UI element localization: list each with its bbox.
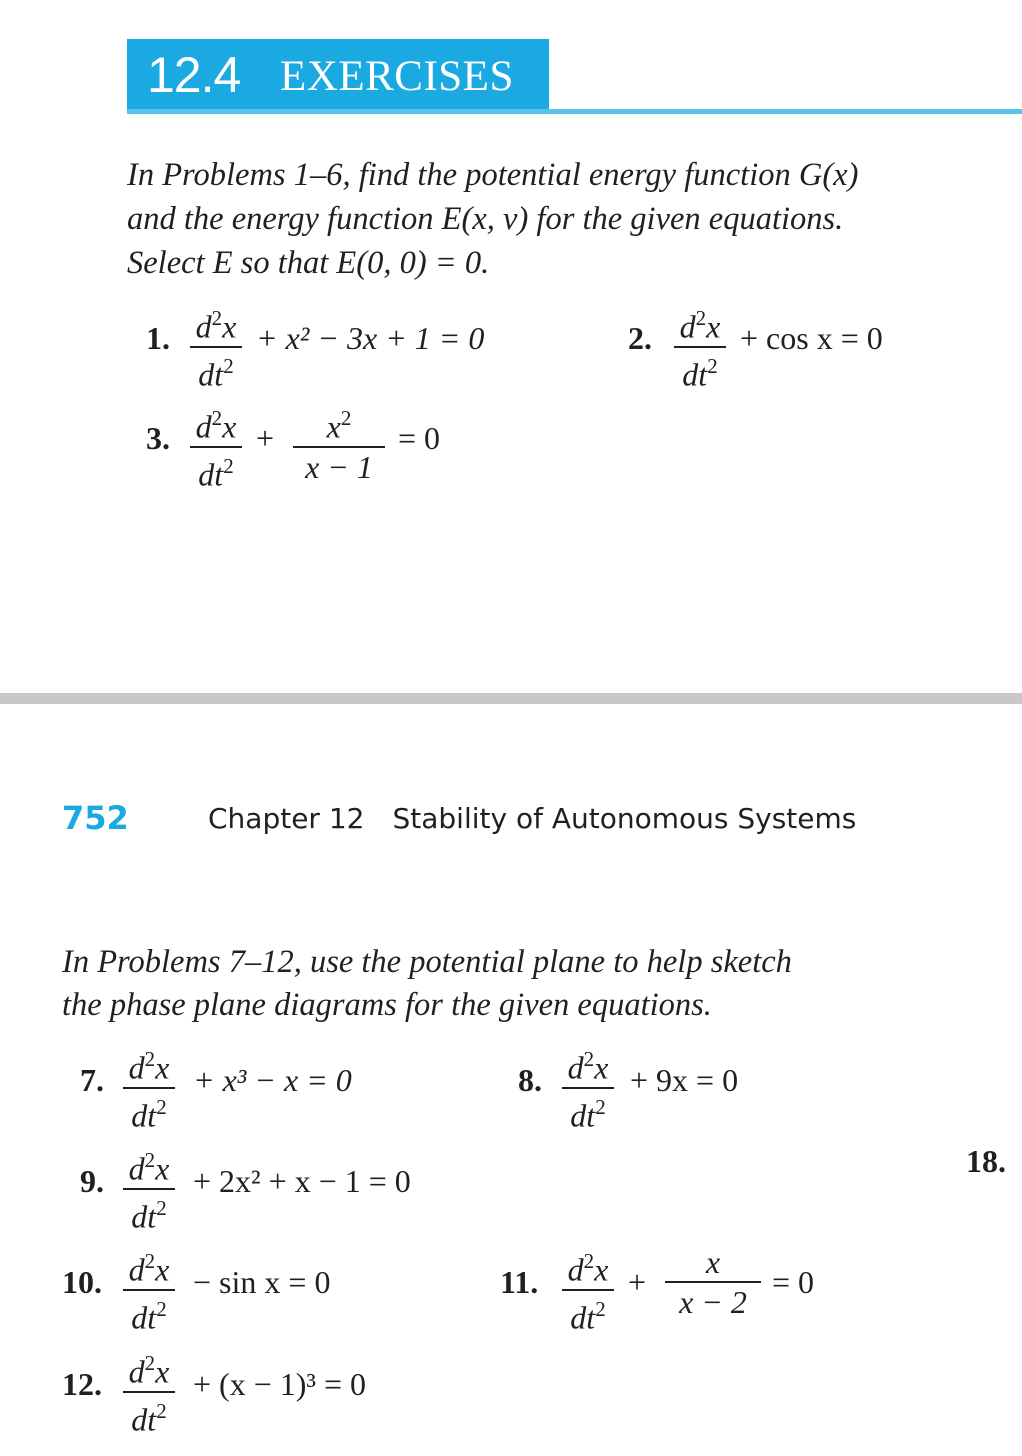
section-title: EXERCISES bbox=[280, 53, 514, 100]
rational-fraction: $x^2$ x − 1 bbox=[293, 400, 385, 486]
problem-expression: = 0 bbox=[772, 1264, 815, 1300]
section-number: 12.4 bbox=[147, 47, 241, 103]
intro-2-line-2: the phase plane diagrams for the given equations. bbox=[62, 987, 712, 1023]
problem-expression: + (x − 1)³ = 0 bbox=[193, 1366, 367, 1402]
problem-number: 7. bbox=[80, 1062, 104, 1098]
problem-number: 11. bbox=[500, 1264, 539, 1300]
derivative-fraction: $d^2x$ $dt^2$ bbox=[123, 1142, 175, 1235]
problem-expression: + x³ − x = 0 bbox=[193, 1062, 352, 1098]
page-divider bbox=[0, 693, 1022, 704]
derivative-fraction: $d^2x$ $dt^2$ bbox=[562, 1243, 614, 1336]
chapter-label: Chapter 12 bbox=[208, 802, 365, 835]
problem-number: 12. bbox=[62, 1366, 102, 1402]
header-rule bbox=[127, 109, 1022, 114]
problem-expression: − sin x = 0 bbox=[193, 1264, 331, 1300]
problem-number: 8. bbox=[518, 1062, 542, 1098]
derivative-fraction: $d^2x$ $dt^2$ bbox=[562, 1041, 614, 1134]
derivative-fraction: $d^2x$ $dt^2$ bbox=[190, 400, 242, 493]
problem-number: 2. bbox=[628, 320, 652, 356]
intro-1-line-3: Select E so that E(0, 0) = 0. bbox=[127, 245, 490, 281]
problem-expression: = 0 bbox=[398, 420, 441, 456]
margin-problem-number: 18. bbox=[966, 1143, 1006, 1179]
rational-fraction: x x − 2 bbox=[665, 1243, 761, 1321]
chapter-running-head bbox=[208, 799, 884, 839]
problem-expression: + 2x² + x − 1 = 0 bbox=[193, 1163, 411, 1199]
problem-number: 3. bbox=[146, 420, 170, 456]
derivative-fraction: $d^2x$ $dt^2$ bbox=[123, 1345, 175, 1438]
page-number: 752 bbox=[62, 799, 129, 837]
intro-1-line-2: and the energy function E(x, v) for the given equations. bbox=[127, 201, 844, 237]
chapter-title: Stability of Autonomous Systems bbox=[392, 802, 857, 835]
problem-number: 9. bbox=[80, 1163, 104, 1199]
plus-sign: + bbox=[628, 1264, 647, 1300]
problem-expression: + x² − 3x + 1 = 0 bbox=[256, 320, 485, 356]
intro-1-line-1: In Problems 1–6, find the potential energy function G(x) bbox=[127, 157, 859, 193]
problem-expression: + cos x = 0 bbox=[740, 320, 883, 356]
problem-expression: + 9x = 0 bbox=[630, 1062, 739, 1098]
derivative-fraction: $d^2x$ $dt^2$ bbox=[123, 1041, 175, 1134]
derivative-fraction: $d^2x$ $dt^2$ bbox=[123, 1243, 175, 1336]
plus-sign: + bbox=[256, 420, 275, 456]
derivative-fraction: $d^2x$ $dt^2$ bbox=[190, 300, 242, 393]
derivative-fraction: $d^2x$ $dt^2$ bbox=[674, 300, 726, 393]
intro-2-line-1: In Problems 7–12, use the potential plane to help sketch bbox=[62, 944, 792, 980]
problem-number: 1. bbox=[146, 320, 170, 356]
problem-number: 10. bbox=[62, 1264, 102, 1300]
